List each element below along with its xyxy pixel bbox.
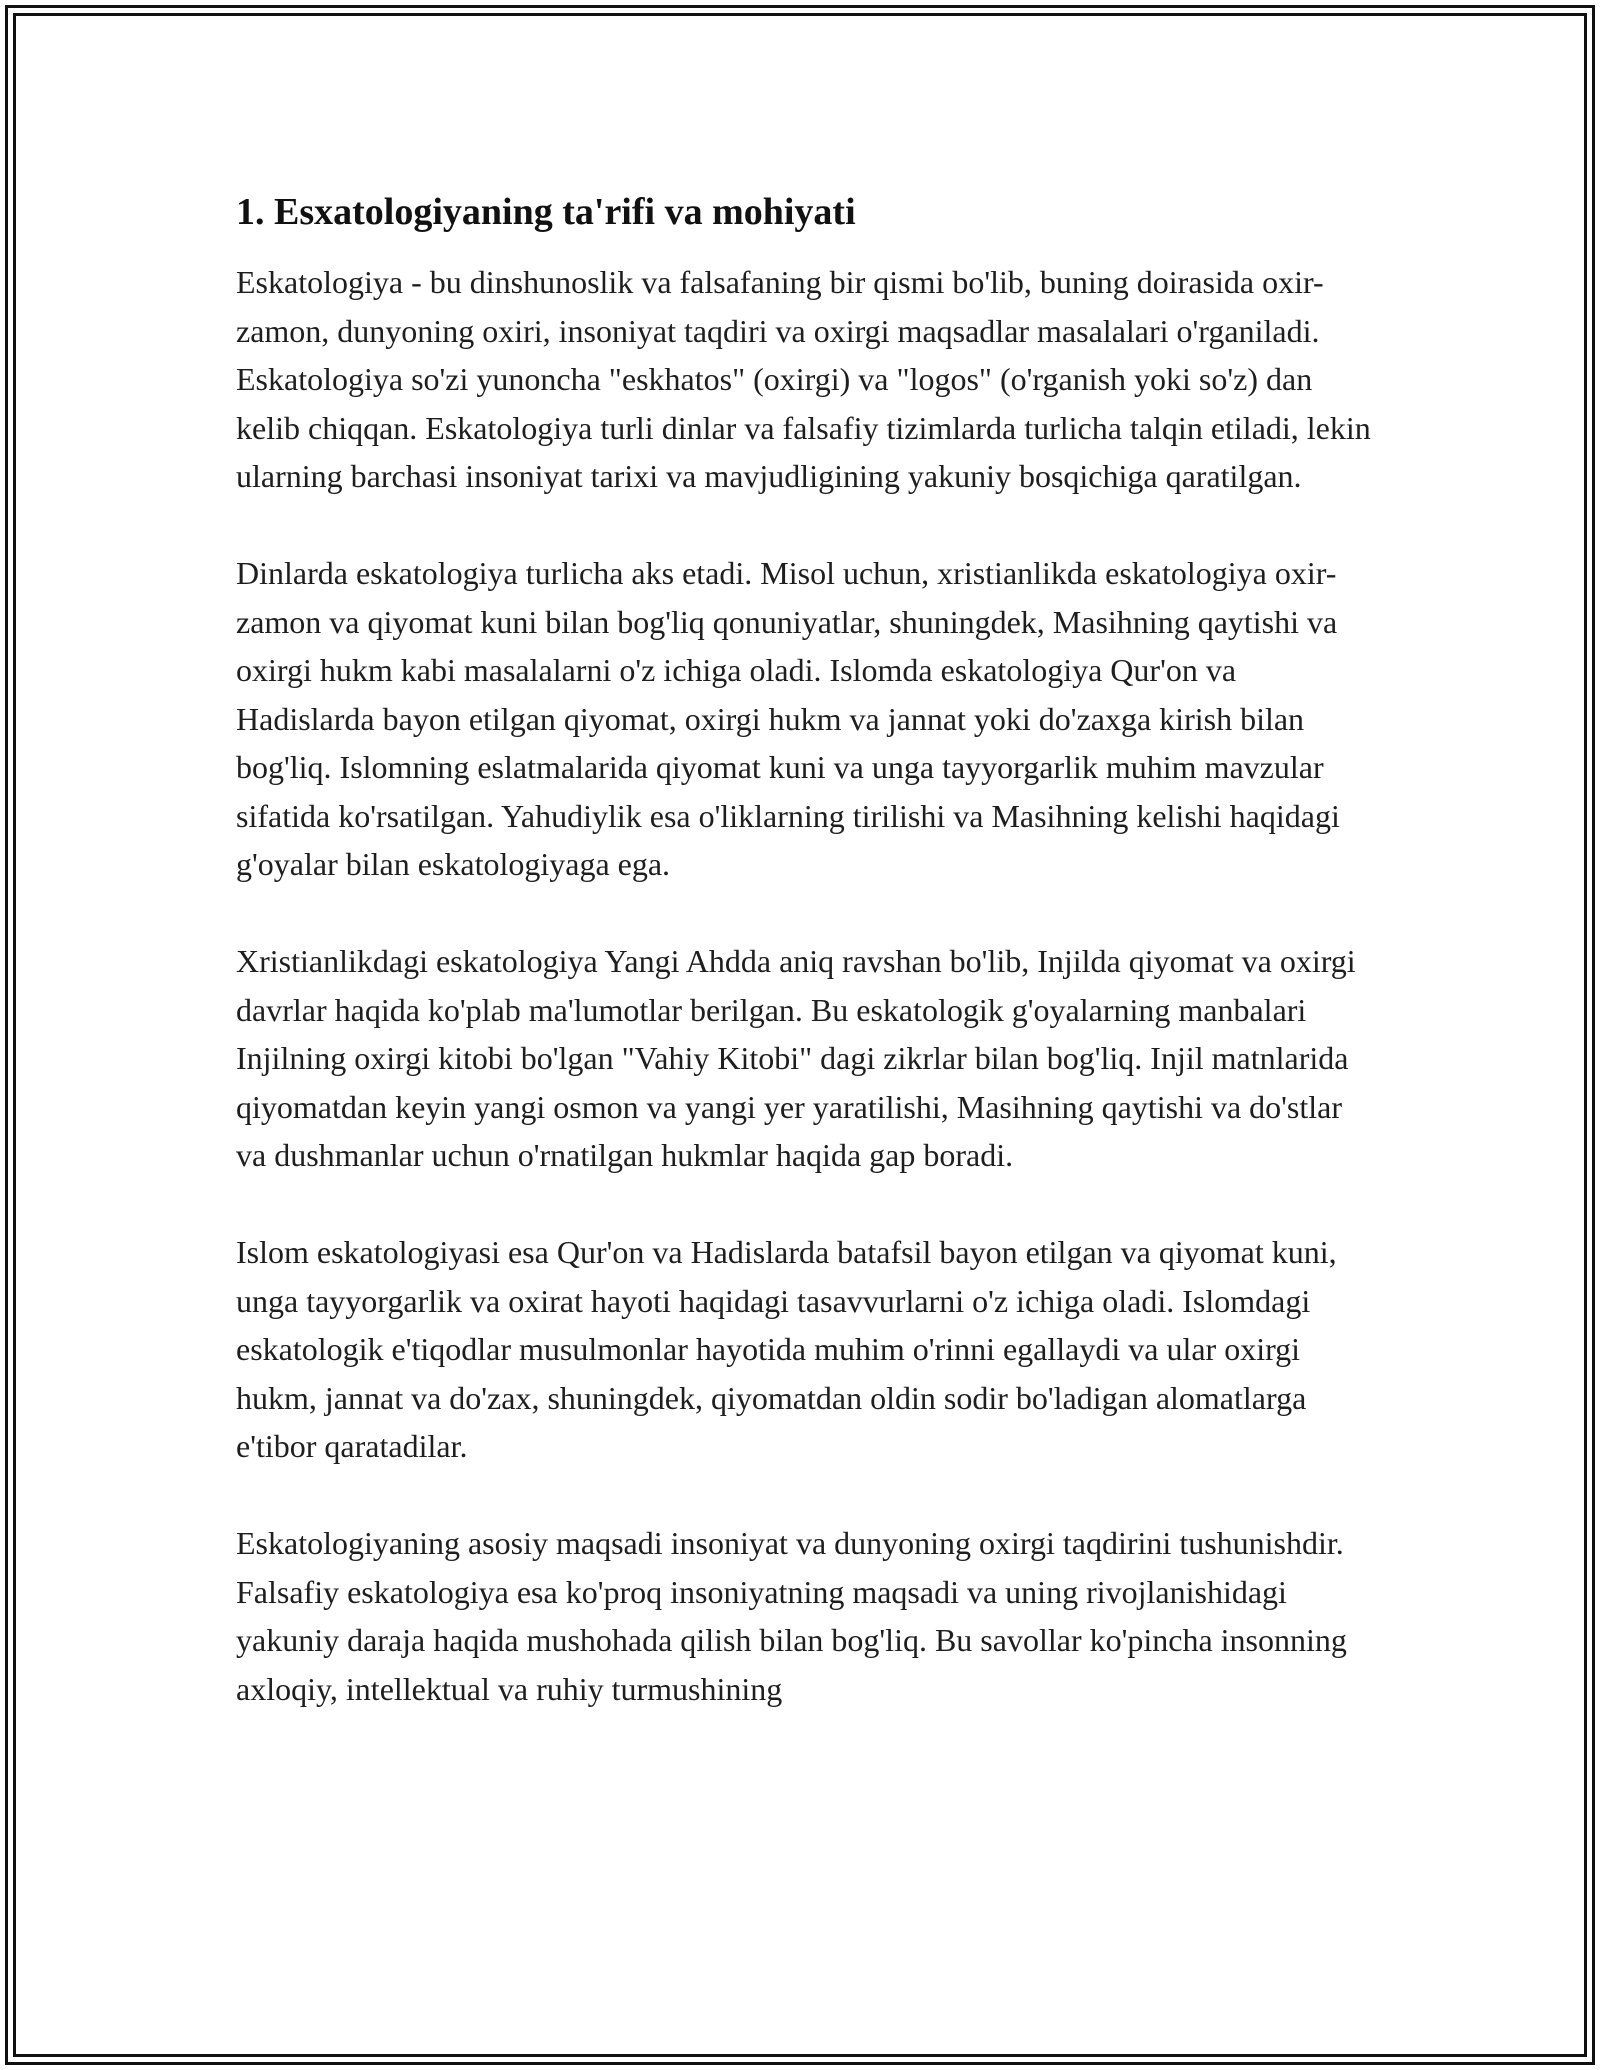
- paragraph-definition: Eskatologiya - bu dinshunoslik va falsafaning bir qismi bo'lib, buning doirasida oxir-zamon, dunyoning oxiri, insoniyat taqdiri va oxirgi maqsadlar masalalari o'rganiladi. Eskatologiya so'zi yunoncha "eskhatos" (oxirgi) va "logos" (o'rganish yoki so'z) dan kelib chiqqan. Eskatologiya turli dinlar va falsafiy tizimlarda turlicha talqin etiladi, lekin ularning barchasi insoniyat tarixi va mavjudligining yakuniy bosqichiga qaratilgan.: [236, 264, 1371, 494]
- paragraph-christianity: Xristianlikdagi eskatologiya Yangi Ahdda aniq ravshan bo'lib, Injilda qiyomat va oxirgi davrlar haqida ko'plab ma'lumotlar berilgan. Bu eskatologik g'oyalarning manbalari Injilning oxirgi kitobi bo'lgan "Vahiy Kitobi" dagi zikrlar bilan bog'liq. Injil matnlarida qiyomatdan keyin yangi osmon va yangi yer yaratilishi, Masihning qaytishi va do'stlar va dushmanlar uchun o'rnatilgan hukmlar haqida gap boradi.: [236, 943, 1356, 1173]
- paragraph-purpose: Eskatologiyaning asosiy maqsadi insoniyat va dunyoning oxirgi taqdirini tushunishdir. Falsafiy eskatologiya esa ko'proq insoniyatning maqsadi va uning rivojlanishidagi yakuniy daraja haqida mushohada qilish bilan bog'liq. Bu savollar ko'pincha insonning axloqiy, intellektual va ruhiy turmushining: [236, 1525, 1347, 1707]
- section-heading: 1. Esxatologiyaning ta'rifi va mohiyati: [236, 191, 856, 233]
- document-body: [236, 186, 1376, 1713]
- paragraph-religions: Dinlarda eskatologiya turlicha aks etadi. Misol uchun, xristianlikda eskatologiya oxir-zamon va qiyomat kuni bilan bog'liq qonuniyatlar, shuningdek, Masihning qaytishi va oxirgi hukm kabi masalalarni o'z ichiga oladi. Islomda eskatologiya Qur'on va Hadislarda bayon etilgan qiyomat, oxirgi hukm va jannat yoki do'zaxga kirish bilan bog'liq. Islomning eslatmalarida qiyomat kuni va unga tayyorgarlik muhim mavzular sifatida ko'rsatilgan. Yahudiylik esa o'liklarning tirilishi va Masihning kelishi haqidagi g'oyalar bilan eskatologiyaga ega.: [236, 555, 1340, 882]
- paragraph-islam: Islom eskatologiyasi esa Qur'on va Hadislarda batafsil bayon etilgan va qiyomat kuni, unga tayyorgarlik va oxirat hayoti haqidagi tasavvurlarni o'z ichiga oladi. Islomdagi eskatologik e'tiqodlar musulmonlar hayotida muhim o'rinni egallaydi va ular oxirgi hukm, jannat va do'zax, shuningdek, qiyomatdan oldin sodir bo'ladigan alomatlarga e'tibor qaratadilar.: [236, 1234, 1337, 1464]
